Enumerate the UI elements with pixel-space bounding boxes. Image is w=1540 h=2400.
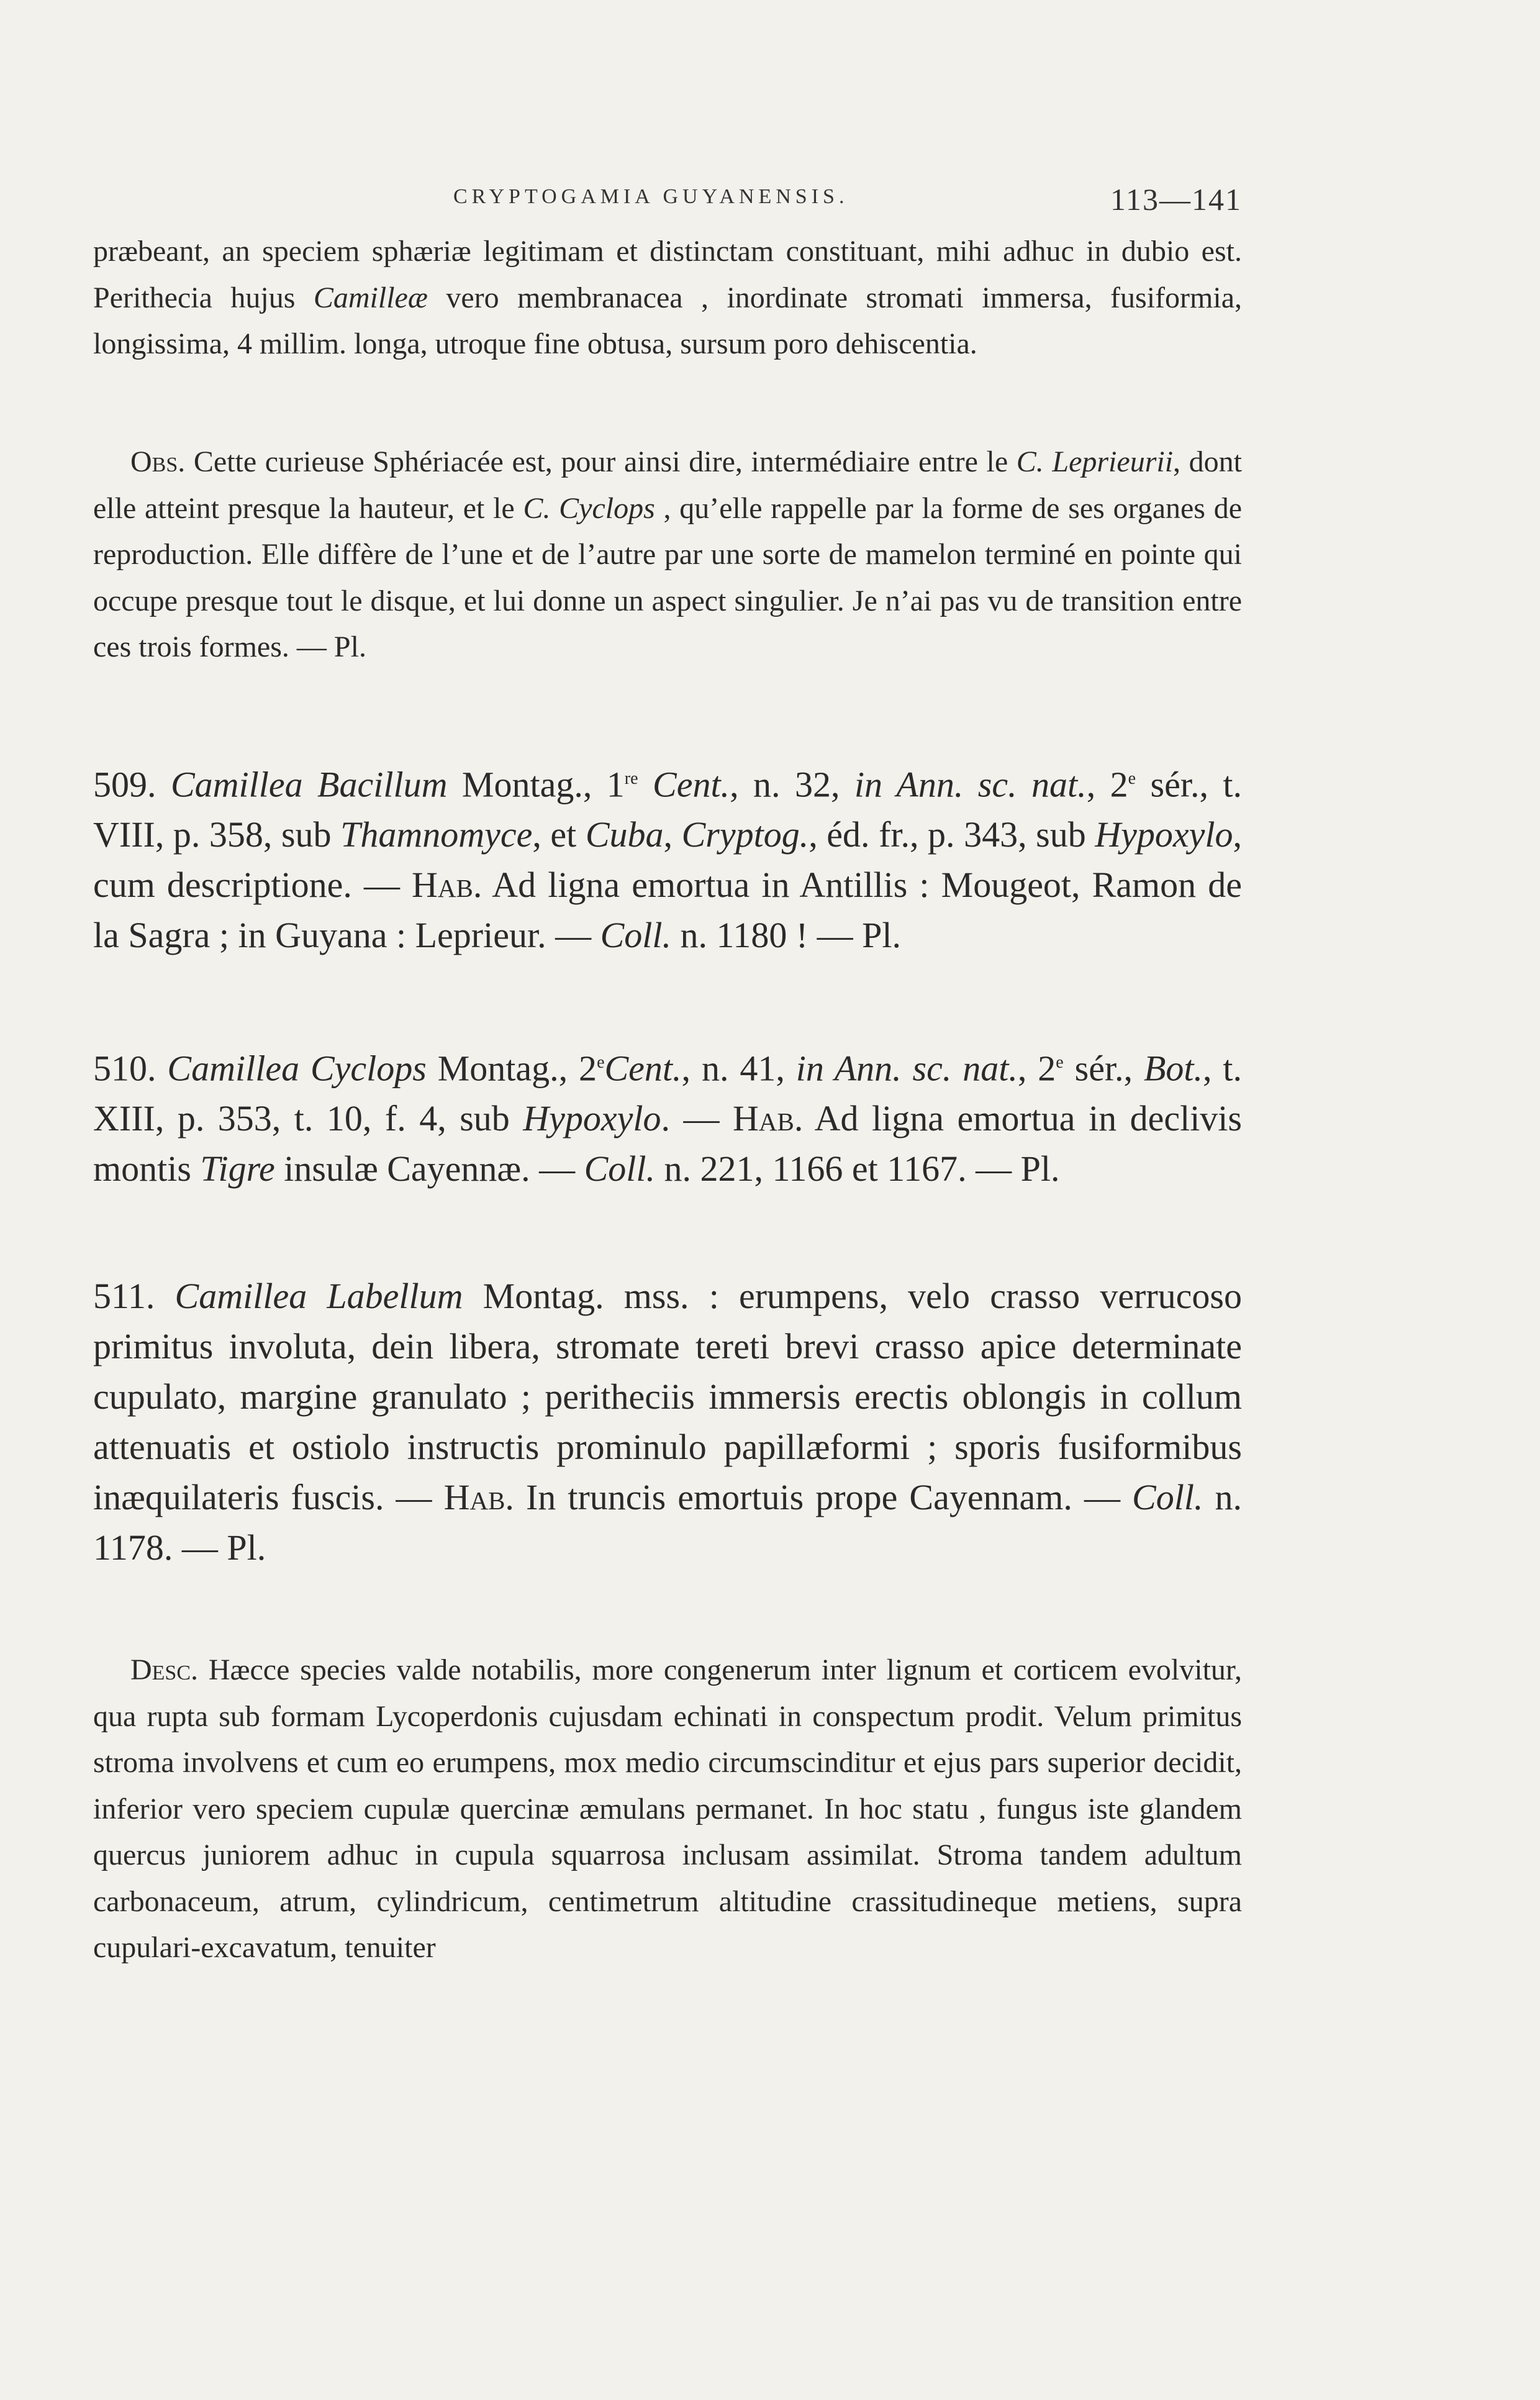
species-name: Camillea Bacillum bbox=[170, 764, 448, 805]
entry-number: 511. bbox=[93, 1276, 155, 1316]
page-number-range: 113—141 bbox=[1110, 182, 1242, 217]
description-paragraph: Desc. Hæcce species valde notabilis, more congenerum inter lignum et corticem evolvitur, qua rupta sub formam Lycoperdonis cujusdam echinati in conspectum prodit. Velum primitus stroma involvens et cum eo erumpens, mox medio circumscinditur et ejus pars superior decidit, inferior vero speciem cupulæ quercinæ æmulans permanet. In hoc statu , fungus iste glandem quercus juniorem adhuc in cupula squarrosa inclusam assimilat. Stroma tandem adultum carbonaceum, atrum, cylindricum, centimetrum altitudine crassitudineque metiens, supra cupulari-excavatum, tenuiter bbox=[93, 1653, 1242, 1964]
entry-number: 510. bbox=[93, 1048, 156, 1089]
entry-509: 509. Camillea Bacillum Montag., 1re Cent., n. 32, in Ann. sc. nat., 2e sér., t. VIII, p. 358, sub Thamnomyce, et Cuba, Cryptog., éd. fr., p. 343, sub Hypoxylo, cum descriptione. — Hab. Ad ligna emortua in Antillis : Mougeot, Ramon de la Sagra ; in Guyana : Leprieur. — Coll. n. 1180 ! — Pl. bbox=[93, 764, 1243, 956]
entry-511: 511. Camillea Labellum Montag. mss. : erumpens, velo crasso verrucoso primitus involuta, dein libera, stromate tereti brevi crasso apice determinate cupulato, margine granulato ; peritheciis immersis erectis oblongis in collum attenuatis et ostiolo instructis prominulo papillæformi ; sporis fusiformibus inæquilateris fuscis. — Hab. In truncis emortuis prope Cayennam. — Coll. n. 1178. — Pl. bbox=[93, 1276, 1243, 1568]
species-name: Camillea Labellum bbox=[174, 1276, 463, 1316]
intro-paragraph: præbeant, an speciem sphæriæ legitimam et distinctam constituant, mihi adhuc in dubio est. Perithecia hujus Camilleæ vero membranacea , inordinate stromati immersa, fusiformia, longissima, 4 millim. longa, utroque fine obtusa, sursum poro dehiscentia. bbox=[93, 235, 1242, 360]
observation-paragraph: Obs. Cette curieuse Sphériacée est, pour ainsi dire, intermédiaire entre le C. Leprieurii, dont elle atteint presque la hauteur, et le C. Cyclops , qu’elle rappelle par la forme de ses organes de reproduction. Elle diffère de l’une et de l’autre par une sorte de mamelon terminé en pointe qui occupe presque tout le disque, et lui donne un aspect singulier. Je n’ai pas vu de transition entre ces trois formes. — Pl. bbox=[93, 445, 1243, 663]
desc-label: Desc. bbox=[130, 1653, 199, 1686]
page-header bbox=[93, 181, 1242, 219]
entry-510: 510. Camillea Cyclops Montag., 2eCent., n. 41, in Ann. sc. nat., 2e sér., Bot., t. XIII, p. 353, t. 10, f. 4, sub Hypoxylo. — Hab. Ad ligna emortua in declivis montis Tigre insulæ Cayennæ. — Coll. n. 221, 1166 et 1167. — Pl. bbox=[93, 1048, 1243, 1189]
obs-label: Obs. bbox=[130, 445, 186, 478]
species-name: Camillea Cyclops bbox=[167, 1048, 427, 1089]
running-title: CRYPTOGAMIA GUYANENSIS. bbox=[453, 185, 849, 208]
entry-number: 509. bbox=[93, 764, 156, 805]
